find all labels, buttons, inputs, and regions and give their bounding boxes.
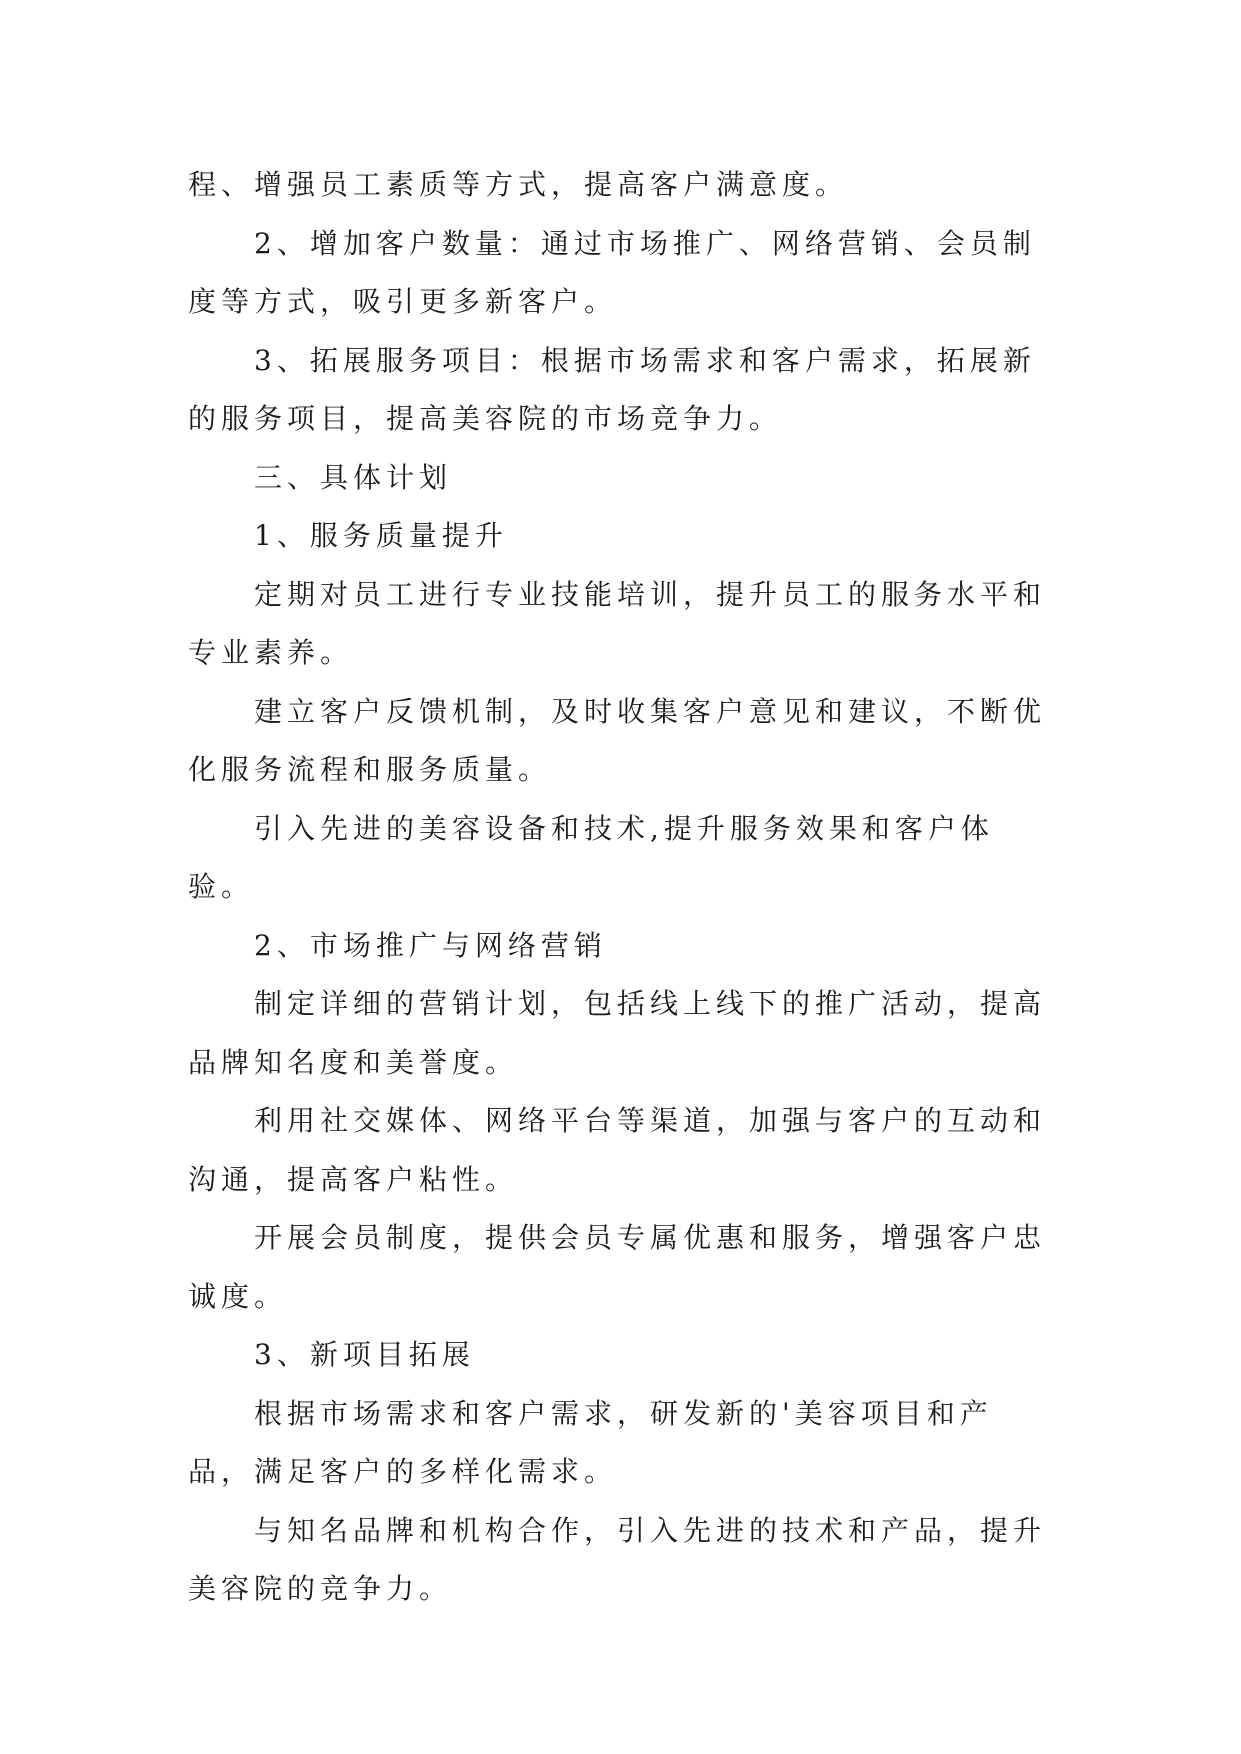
paragraph-membership: 开展会员制度，提供会员专属优惠和服务，增强客户忠诚度。 [188, 1221, 1047, 1313]
paragraph-training: 定期对员工进行专业技能培训，提升员工的服务水平和专业素养。 [188, 577, 1047, 669]
section-heading-plan: 三、具体计划 [254, 460, 453, 494]
paragraph-goal-2: 2、增加客户数量：通过市场推广、网络营销、会员制度等方式，吸引更多新客户。 [188, 226, 1036, 318]
paragraph-feedback: 建立客户反馈机制，及时收集客户意见和建议，不断优化服务流程和服务质量。 [188, 694, 1047, 786]
paragraph-goal-3: 3、拓展服务项目：根据市场需求和客户需求，拓展新的服务项目，提高美容院的市场竞争力。 [188, 343, 1036, 435]
paragraph-equipment: 引入先进的美容设备和技术,提升服务效果和客户体验。 [188, 811, 994, 903]
paragraph-research: 根据市场需求和客户需求，研发新的'美容项目和产品，满足客户的多样化需求。 [188, 1396, 993, 1488]
paragraph-social-media: 利用社交媒体、网络平台等渠道，加强与客户的互动和沟通，提高客户粘性。 [188, 1104, 1047, 1196]
paragraph-cooperation: 与知名品牌和机构合作，引入先进的技术和产品，提升美容院的竞争力。 [188, 1513, 1047, 1605]
document-body [188, 156, 1058, 1619]
subheading-service-quality: 1、服务质量提升 [254, 519, 508, 552]
subheading-new-projects: 3、新项目拓展 [254, 1338, 475, 1371]
paragraph-marketing-plan: 制定详细的营销计划，包括线上线下的推广活动，提高品牌知名度和美誉度。 [188, 987, 1047, 1079]
subheading-marketing: 2、市场推广与网络营销 [254, 928, 607, 962]
paragraph-continuation: 程、增强员工素质等方式，提高客户满意度。 [188, 168, 849, 201]
